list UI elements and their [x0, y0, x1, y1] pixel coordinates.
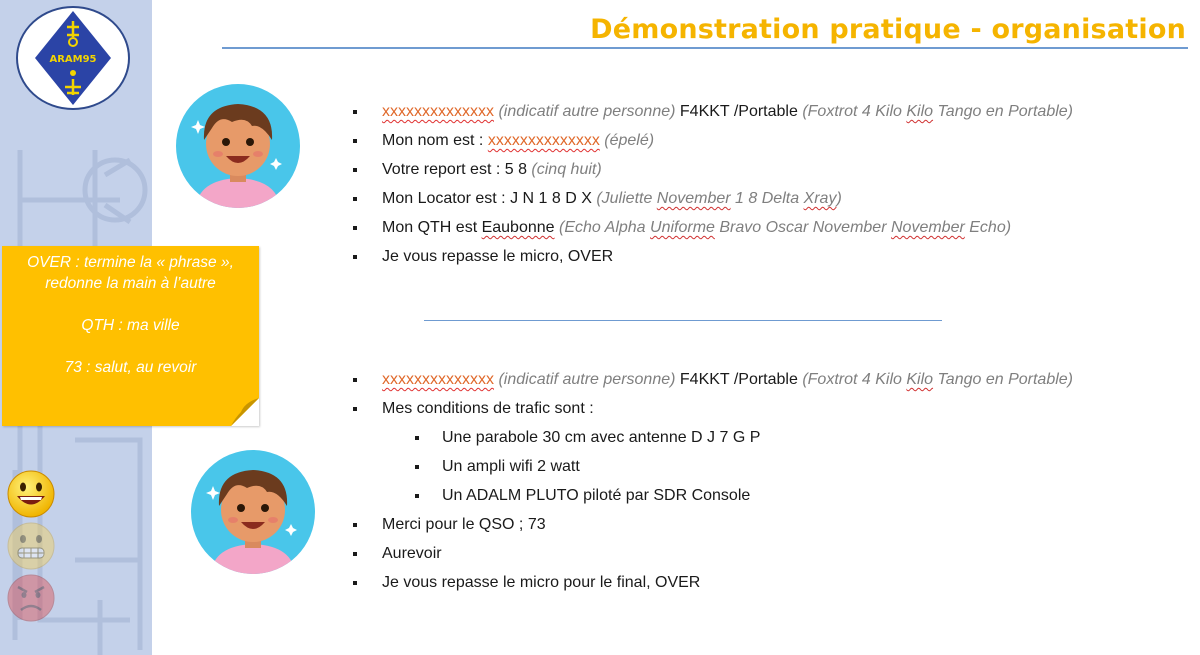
aram95-logo-icon	[15, 5, 131, 111]
note-over: OVER : termine la « phrase », redonne la main à l’autre	[27, 254, 234, 292]
sub-list-item: Une parabole 30 cm avec antenne D J 7 G P	[352, 423, 1073, 452]
list-item: Mes conditions de trafic sont :	[352, 394, 1073, 423]
exchange-list-1	[352, 97, 1073, 271]
logo-text: ARAM95	[49, 54, 97, 65]
list-item: xxxxxxxxxxxxxx (indicatif autre personne) F4KKT /Portable (Foxtrot 4 Kilo Kilo Tango en Portable)	[352, 365, 1073, 394]
list-item: Je vous repasse le micro, OVER	[352, 242, 1073, 271]
list-item: Mon Locator est : J N 1 8 D X (Juliette November 1 8 Delta Xray)	[352, 184, 1073, 213]
angry-face-icon	[6, 573, 56, 623]
list-item: Votre report est : 5 8 (cinq huit)	[352, 155, 1073, 184]
note-qth: QTH : ma ville	[81, 317, 180, 334]
grimacing-face-icon	[6, 521, 56, 571]
list-item: xxxxxxxxxxxxxx (indicatif autre personne) F4KKT /Portable (Foxtrot 4 Kilo Kilo Tango en Portable)	[352, 97, 1073, 126]
list-item: Mon QTH est Eaubonne (Echo Alpha Uniforme Bravo Oscar November November Echo)	[352, 213, 1073, 242]
grinning-face-icon	[6, 469, 56, 519]
title-underline	[222, 47, 1188, 49]
page-curl-icon	[231, 398, 259, 426]
list-item: Je vous repasse le micro pour le final, OVER	[352, 568, 1073, 597]
exchange-list-2	[352, 365, 1073, 597]
list-item: Merci pour le QSO ; 73	[352, 510, 1073, 539]
glossary-note	[2, 246, 259, 426]
list-item: Aurevoir	[352, 539, 1073, 568]
note-73: 73 : salut, au revoir	[64, 359, 197, 376]
page-title: Démonstration pratique - organisation	[590, 14, 1186, 45]
boy-avatar-icon	[191, 450, 315, 574]
section-divider	[424, 320, 942, 321]
sub-list-item: Un ampli wifi 2 watt	[352, 452, 1073, 481]
boy-avatar-icon	[176, 84, 300, 208]
list-item: Mon nom est : xxxxxxxxxxxxxx (épelé)	[352, 126, 1073, 155]
sub-list-item: Un ADALM PLUTO piloté par SDR Console	[352, 481, 1073, 510]
